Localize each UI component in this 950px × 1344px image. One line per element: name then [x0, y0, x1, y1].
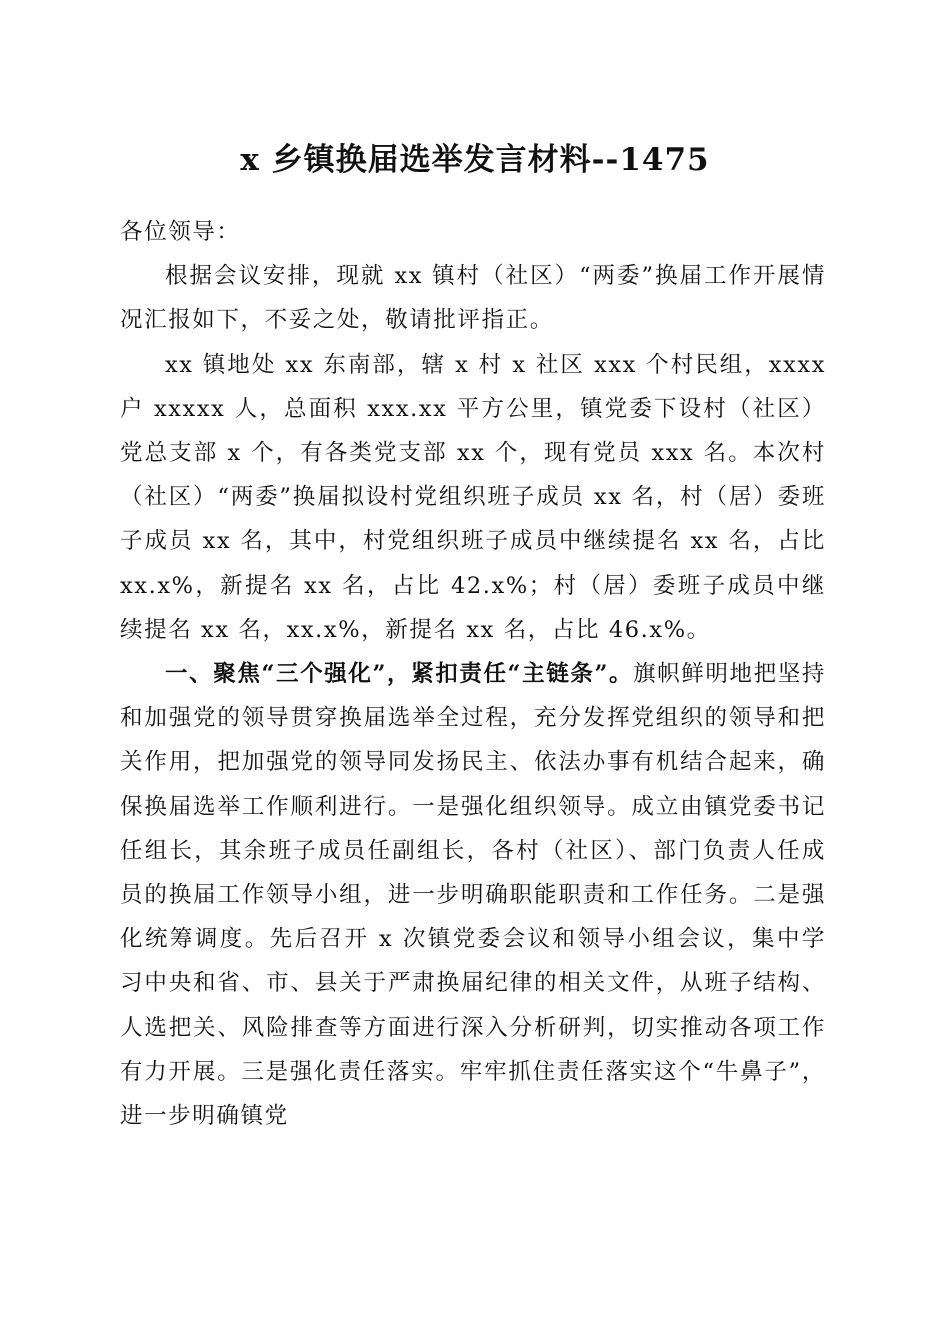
document-title: x 乡镇换届选举发言材料--1475 — [240, 142, 710, 178]
document-body — [120, 210, 826, 1138]
salutation: 各位领导： — [120, 219, 241, 245]
section-1-heading: 一、聚焦“三个强化”，紧扣责任“主链条”。 — [165, 661, 634, 688]
paragraph-section-1 — [120, 652, 826, 1138]
paragraph-overview: xx 镇地处 xx 东南部，辖 x 村 x 社区 xxx 个村民组，xxxx 户 xxxxx 人，总面积 xxx.xx 平方公里，镇党委下设村（社区）党总支部 x 个，有各类党支部 xx 个，现有党员 xxx 名。本次村（社区）“两委”换届拟设村党组织班子成员 xx 名，村（居）委班子成员 xx 名，其中，村党组织班子成员中继续提名 xx 名，占比 xx.x%，新提名 xx 名，占比 42.x%；村（居）委班子成员中继续提名 xx 名，xx.x%，新提名 xx 名，占比 46.x%。 — [120, 351, 826, 643]
section-1-text: 旗帜鲜明地把坚持和加强党的领导贯穿换届选举全过程，充分发挥党组织的领导和把关作用，把加强党的领导同发扬民主、依法办事有机结合起来，确保换届选举工作顺利进行。一是强化组织领导。成立由镇党委书记任组长，其余班子成员任副组长，各村（社区）、部门负责人任成员的换届工作领导小组，进一步明确职能职责和工作任务。二是强化统筹调度。先后召开 x 次镇党委会议和领导小组会议，集中学习中央和省、市、县关于严肃换届纪律的相关文件，从班子结构、人选把关、风险排查等方面进行深入分析研判，切实推动各项工作有力开展。三是强化责任落实。牢牢抓住责任落实这个“牛鼻子”，进一步明确镇党 — [120, 661, 826, 1130]
paragraph-intro: 根据会议安排，现就 xx 镇村（社区）“两委”换届工作开展情况汇报如下，不妥之处，敬请批评指正。 — [120, 263, 826, 334]
